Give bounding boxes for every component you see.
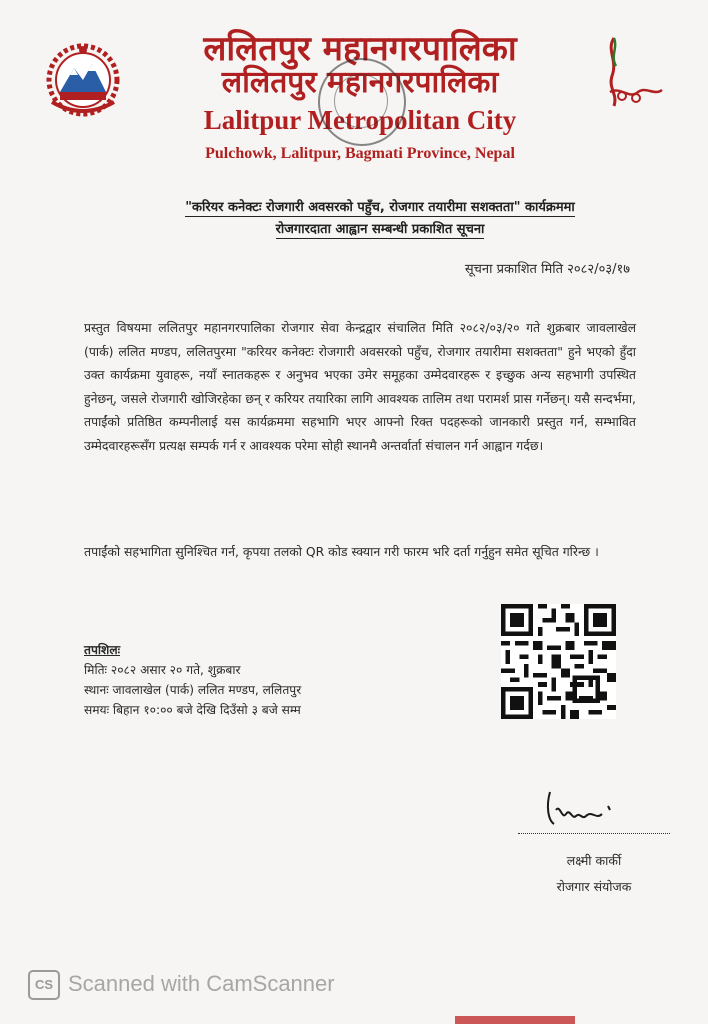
signatory-title: रोजगार संयोजक [556,879,632,894]
municipality-name-nepali: ललितपुर महानगरपालिका [203,29,517,69]
notice-title-line1: "करियर कनेक्टः रोजगारी अवसरको पहुँच, रोजगार तयारीमा सशक्तता" कार्यक्रममा [185,200,575,215]
details-time: समयः बिहान १०:०० बजे देखि दिउँसो ३ बजे सम्म [84,703,301,717]
published-date: सूचना प्रकाशित मिति २०८२/०३/१७ [464,262,630,277]
signature-line [518,833,670,834]
municipality-address: Pulchowk, Lalitpur, Bagmati Province, Nepal [205,145,515,162]
notice-body-paragraph2: तपाईंको सहभागिता सुनिश्चित गर्न, कृपया तलको QR कोड स्क्यान गरी फारम भरि दर्ता गर्नुहुन समेत सूचित गरिन्छ । [84,544,599,559]
camscanner-logo-icon: CS [28,970,60,1000]
municipality-logo-icon [40,40,126,118]
official-stamp [318,58,406,146]
signature-mark [536,780,636,830]
qr-code-icon[interactable] [501,604,616,719]
event-details [84,640,414,720]
notice-title-line2: रोजगारदाता आह्वान सम्बन्धी प्रकाशित सूचना [275,222,485,237]
details-venue: स्थानः जावलाखेल (पार्क) ललित मण्डप, ललितपुर [84,683,302,697]
signatory-name: लक्ष्मी कार्की [566,853,622,868]
edge-mark [455,1016,575,1024]
municipality-name-english: Lalitpur Metropolitan City [203,105,517,135]
details-heading: तपशिलः [84,643,121,657]
details-date: मितिः २०८२ असार २० गते, शुक्रबार [84,663,241,677]
emblem-icon [588,30,668,120]
camscanner-text: Scanned with CamScanner [68,971,335,996]
notice-body-paragraph1: प्रस्तुत विषयमा ललितपुर महानगरपालिका रोजगार सेवा केन्द्रद्वार संचालित मिति २०८२/०३/२० गते शुक्रबार जावलाखेल (पार्क) ललित मण्डप, ललितपुरमा "करियर कनेक्टः रोजगारी अवसरको पहुँच, रोजगार तयारीमा सशक्तता" हुने भएको हुँदा उक्त कार्यक्रमा युवाहरू, नयाँ स्नातकहरू र अनुभव भएका उमेर समूहका उम्मेदवारहरू र इच्छुक अन्य सहभागी उपस्थित हुनेछन्, जसले रोजगारी खोजिरहेका छन् र करियर तयारिका लागि आवश्यक तालिम तथा परामर्श प्रास गर्नेछन्। यसै सन्दर्भमा, तपाईंको प्रतिष्ठित कम्पनीलाई यस कार्यक्रममा सहभागि भएर आफ्नो रिक्त पदहरूको जानकारी प्रस्तुत गर्न, सम्भावित उम्मेदवारहरूसँग प्रत्यक्ष सम्पर्क गर्न र आवश्यक परेमा सोही स्थानमै अन्तर्वार्ता संचालन गर्न आह्वान गर्दछ। [84,320,636,453]
municipality-name-nepali-secondary: ललितपुर महानगरपालिका [221,65,499,100]
scanner-watermark [28,966,448,1002]
